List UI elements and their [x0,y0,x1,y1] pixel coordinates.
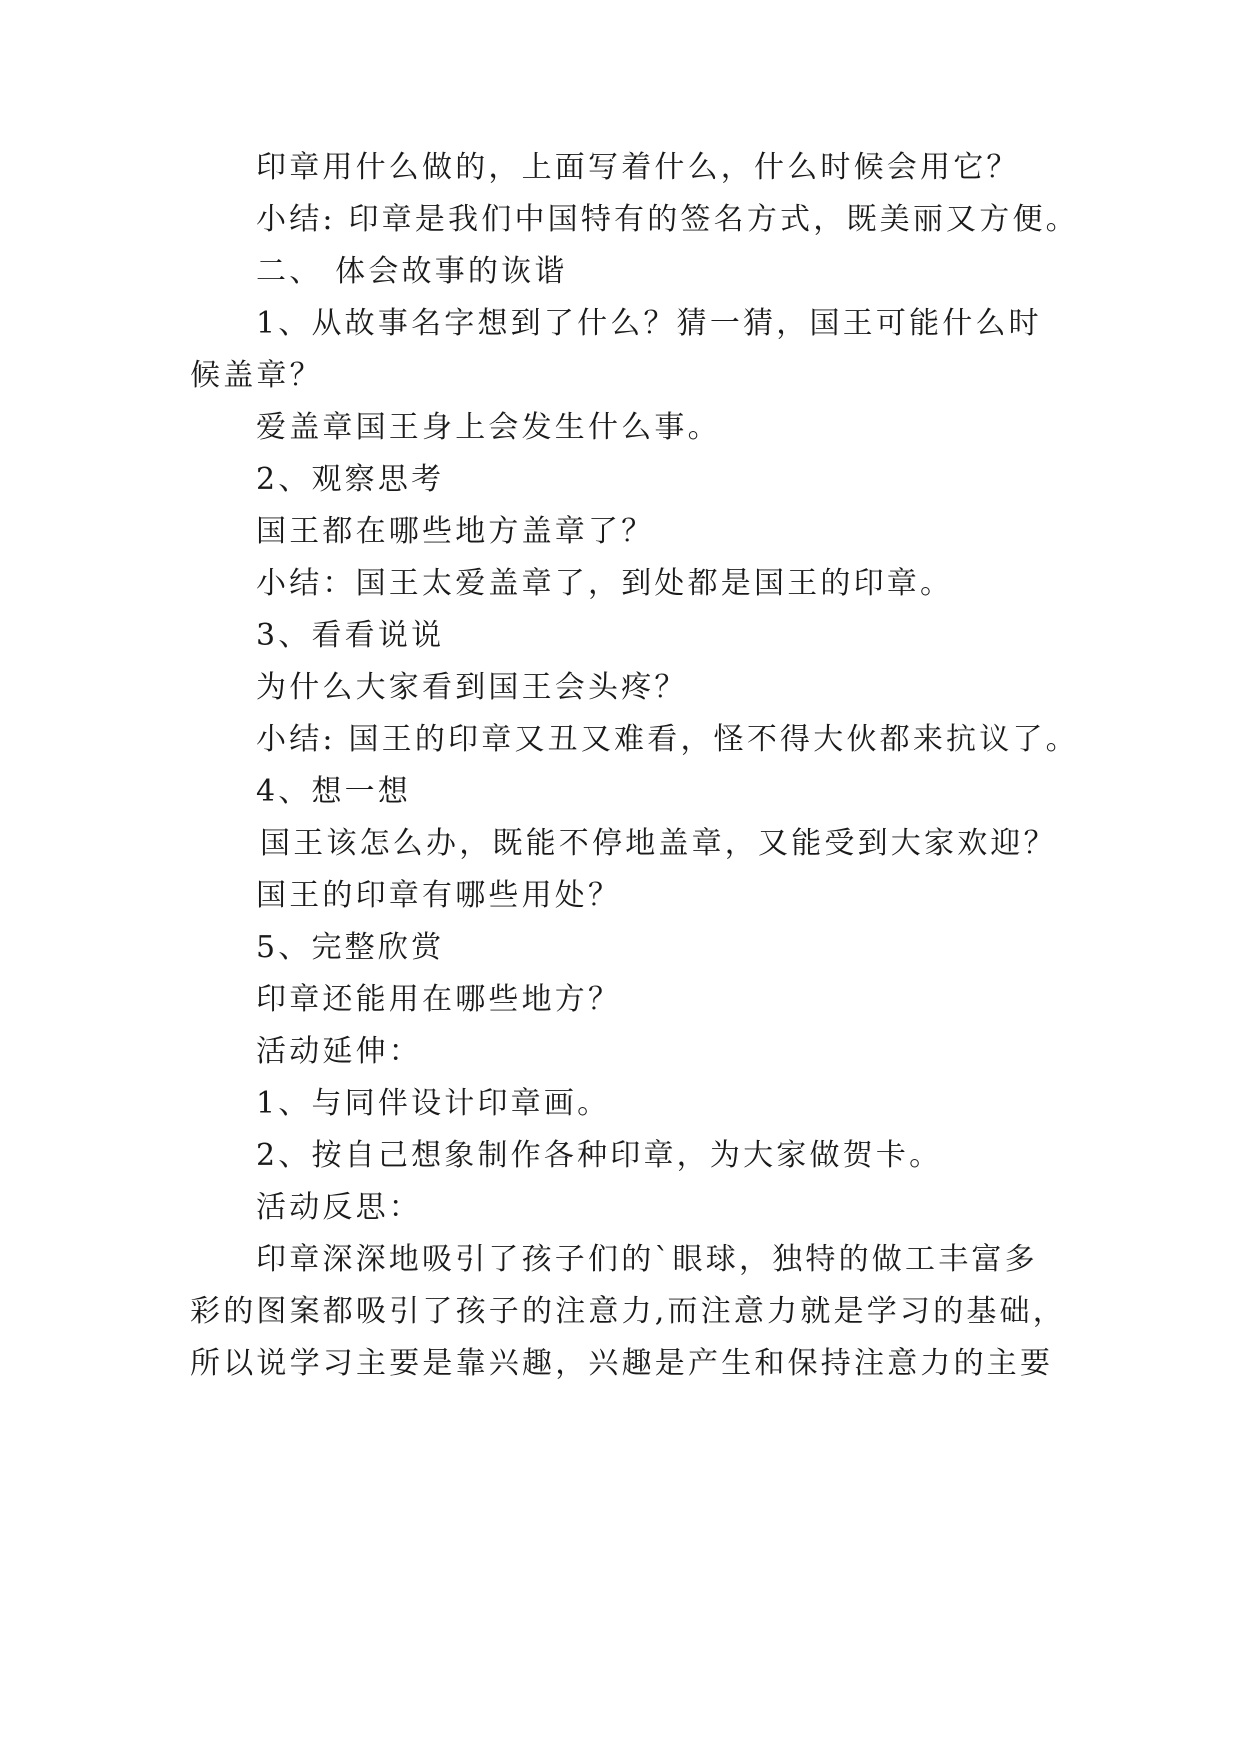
paragraph-line: 小结: 国王的印章又丑又难看，怪不得大伙都来抗议了。 [256,722,1079,757]
paragraph-line: 国王的印章有哪些用处？ [256,878,622,913]
paragraph-line: 印章还能用在哪些地方？ [256,982,622,1017]
paragraph-line: 小结：国王太爱盖章了，到处都是国王的印章。 [256,566,954,601]
list-heading: 4、想一想 [256,774,412,809]
list-heading: 2、观察思考 [256,462,445,497]
list-heading: 5、完整欣赏 [256,930,445,965]
list-item: 2、按自己想象制作各种印章，为大家做贺卡。 [256,1138,943,1173]
paragraph-line: 为什么大家看到国王会头疼？ [256,670,688,705]
paragraph-line: 爱盖章国王身上会发生什么事。 [256,410,721,445]
paragraph-line: 候盖章？ [190,358,323,393]
paragraph-line: 国王都在哪些地方盖章了？ [256,514,655,549]
paragraph-line: 印章深深地吸引了孩子们的`眼球，独特的做工丰富多 [256,1242,1038,1277]
section-heading: 二、 体会故事的诙谐 [256,254,568,289]
section-heading: 活动反思： [256,1190,422,1225]
paragraph-line: 国王该怎么办，既能不停地盖章，又能受到大家欢迎？ [260,826,1057,861]
section-heading: 活动延伸： [256,1034,422,1069]
paragraph-line: 所以说学习主要是靠兴趣，兴趣是产生和保持注意力的主要 [190,1346,1054,1381]
paragraph-line: 小结: 印章是我们中国特有的签名方式，既美丽又方便。 [256,202,1079,237]
paragraph-line: 1、从故事名字想到了什么？猜一猜，国王可能什么时 [256,306,1042,341]
list-heading: 3、看看说说 [256,618,445,653]
paragraph-line: 彩的图案都吸引了孩子的注意力,而注意力就是学习的基础， [190,1294,1066,1329]
list-item: 1、与同伴设计印章画。 [256,1086,611,1121]
paragraph-line: 印章用什么做的，上面写着什么，什么时候会用它？ [256,150,1020,185]
